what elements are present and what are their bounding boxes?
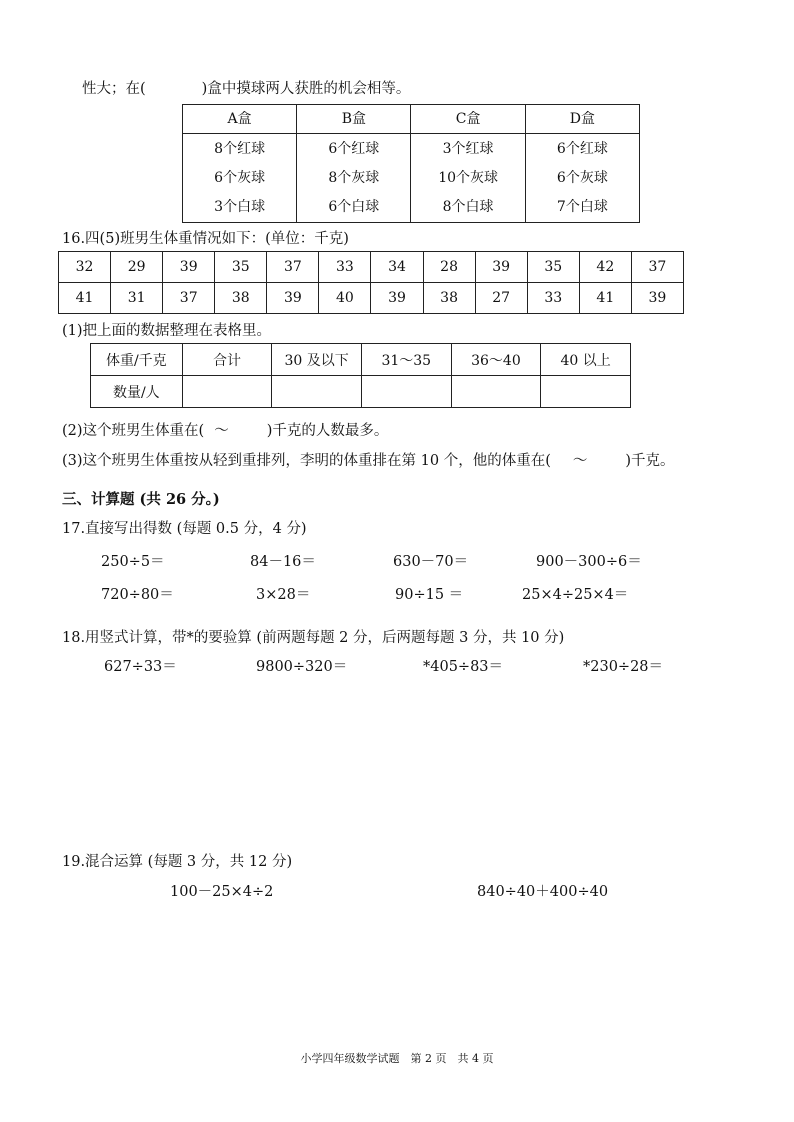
q19-title: 19.混合运算 (每题 3 分，共 12 分) <box>62 854 293 870</box>
tally-input-30-below[interactable] <box>272 376 362 408</box>
q15-prefix: 性大；在( <box>82 81 146 97</box>
q16-part3-suffix: )千克。 <box>625 453 675 469</box>
box-d-contents <box>525 134 639 223</box>
weight-cell: 39 <box>163 252 215 283</box>
weight-cell: 33 <box>527 283 579 314</box>
weight-cell: 35 <box>527 252 579 283</box>
weights-table <box>58 251 684 314</box>
q17-item-5: 720÷80＝ <box>101 587 174 603</box>
box-d-red: 6个红球 <box>556 140 608 157</box>
weight-cell: 42 <box>579 252 631 283</box>
q18-item-1: 627÷33＝ <box>104 659 177 675</box>
box-table <box>182 104 640 223</box>
q18-title: 18.用竖式计算，带*的要验算 (前两题每题 2 分，后两题每题 3 分，共 10 分) <box>62 630 565 646</box>
weight-cell: 39 <box>267 283 319 314</box>
q18-item-3: *405÷83＝ <box>423 659 504 675</box>
weight-cell: 29 <box>111 252 163 283</box>
q16-part2 <box>62 422 388 440</box>
tally-row-label: 数量/人 <box>91 376 183 408</box>
box-c-white: 8个白球 <box>442 198 494 215</box>
tally-header-40-above: 40 以上 <box>541 344 631 376</box>
q16-part2-tilde: ～ <box>214 423 229 439</box>
weight-cell: 39 <box>371 283 423 314</box>
q17-item-4: 900－300÷6＝ <box>536 554 642 570</box>
box-a-contents <box>183 134 297 223</box>
weight-cell: 27 <box>475 283 527 314</box>
q17-item-8: 25×4÷25×4＝ <box>522 587 629 603</box>
tally-input-31-35[interactable] <box>361 376 451 408</box>
q16-part3 <box>62 452 675 470</box>
q16-part3-prefix: (3)这个班男生体重按从轻到重排列，李明的体重排在第 10 个，他的体重在( <box>62 453 551 469</box>
q19-item-1: 100－25×4÷2 <box>170 884 274 900</box>
box-b-red: 6个红球 <box>328 140 380 157</box>
q17-item-1: 250÷5＝ <box>101 554 165 570</box>
weight-cell: 39 <box>631 283 683 314</box>
weight-cell: 40 <box>319 283 371 314</box>
tally-input-36-40[interactable] <box>451 376 541 408</box>
q19-item-2: 840÷40＋400÷40 <box>477 884 609 900</box>
box-a-white: 3个白球 <box>214 198 266 215</box>
box-a-header: A盒 <box>183 105 297 134</box>
tally-header-30-below: 30 及以下 <box>272 344 362 376</box>
q16-part1: (1)把上面的数据整理在表格里。 <box>62 323 272 339</box>
weight-cell: 41 <box>579 283 631 314</box>
q16-part2-prefix: (2)这个班男生体重在( <box>62 423 205 439</box>
box-d-header: D盒 <box>525 105 639 134</box>
weights-row-2 <box>59 283 684 314</box>
tally-input-40-above[interactable] <box>541 376 631 408</box>
q18-item-4: *230÷28＝ <box>583 659 664 675</box>
q18-item-2: 9800÷320＝ <box>256 659 348 675</box>
weight-cell: 39 <box>475 252 527 283</box>
q15-line <box>82 80 410 98</box>
weight-cell: 37 <box>163 283 215 314</box>
section-3-title: 三、计算题 (共 26 分。) <box>62 491 220 508</box>
tally-header-36-40: 36～40 <box>451 344 541 376</box>
q16-title: 16.四(5)班男生体重情况如下：(单位：千克) <box>62 231 349 247</box>
weight-cell: 38 <box>215 283 267 314</box>
box-b-gray: 8个灰球 <box>328 169 380 186</box>
q16-part3-tilde: ～ <box>572 453 588 469</box>
box-b-header: B盒 <box>297 105 411 134</box>
weight-cell: 32 <box>59 252 111 283</box>
weight-cell: 31 <box>111 283 163 314</box>
weight-cell: 37 <box>631 252 683 283</box>
weight-cell: 41 <box>59 283 111 314</box>
box-c-gray: 10个灰球 <box>438 169 499 186</box>
q15-suffix: )盒中摸球两人获胜的机会相等。 <box>201 81 411 97</box>
weight-cell: 37 <box>267 252 319 283</box>
q17-title: 17.直接写出得数 (每题 0.5 分，4 分) <box>62 521 307 537</box>
q16-part2-suffix: )千克的人数最多。 <box>266 423 389 439</box>
box-b-white: 6个白球 <box>328 198 380 215</box>
weight-cell: 38 <box>423 283 475 314</box>
box-b-contents <box>297 134 411 223</box>
box-c-contents <box>411 134 525 223</box>
q17-item-7: 90÷15 ＝ <box>395 587 464 603</box>
tally-header-weight: 体重/千克 <box>91 344 183 376</box>
tally-table <box>90 343 631 408</box>
box-d-gray: 6个灰球 <box>556 169 608 186</box>
q17-item-2: 84－16＝ <box>250 554 316 570</box>
box-a-gray: 6个灰球 <box>214 169 266 186</box>
weight-cell: 28 <box>423 252 475 283</box>
q17-item-6: 3×28＝ <box>256 587 311 603</box>
weight-cell: 33 <box>319 252 371 283</box>
tally-input-total[interactable] <box>182 376 272 408</box>
box-c-red: 3个红球 <box>442 140 494 157</box>
tally-header-total: 合计 <box>182 344 272 376</box>
page-footer: 小学四年级数学试题 第 2 页 共 4 页 <box>300 1052 494 1065</box>
weight-cell: 34 <box>371 252 423 283</box>
q17-item-3: 630－70＝ <box>393 554 469 570</box>
box-a-red: 8个红球 <box>214 140 266 157</box>
box-d-white: 7个白球 <box>556 198 608 215</box>
weight-cell: 35 <box>215 252 267 283</box>
tally-header-31-35: 31～35 <box>361 344 451 376</box>
box-c-header: C盒 <box>411 105 525 134</box>
weights-row-1 <box>59 252 684 283</box>
